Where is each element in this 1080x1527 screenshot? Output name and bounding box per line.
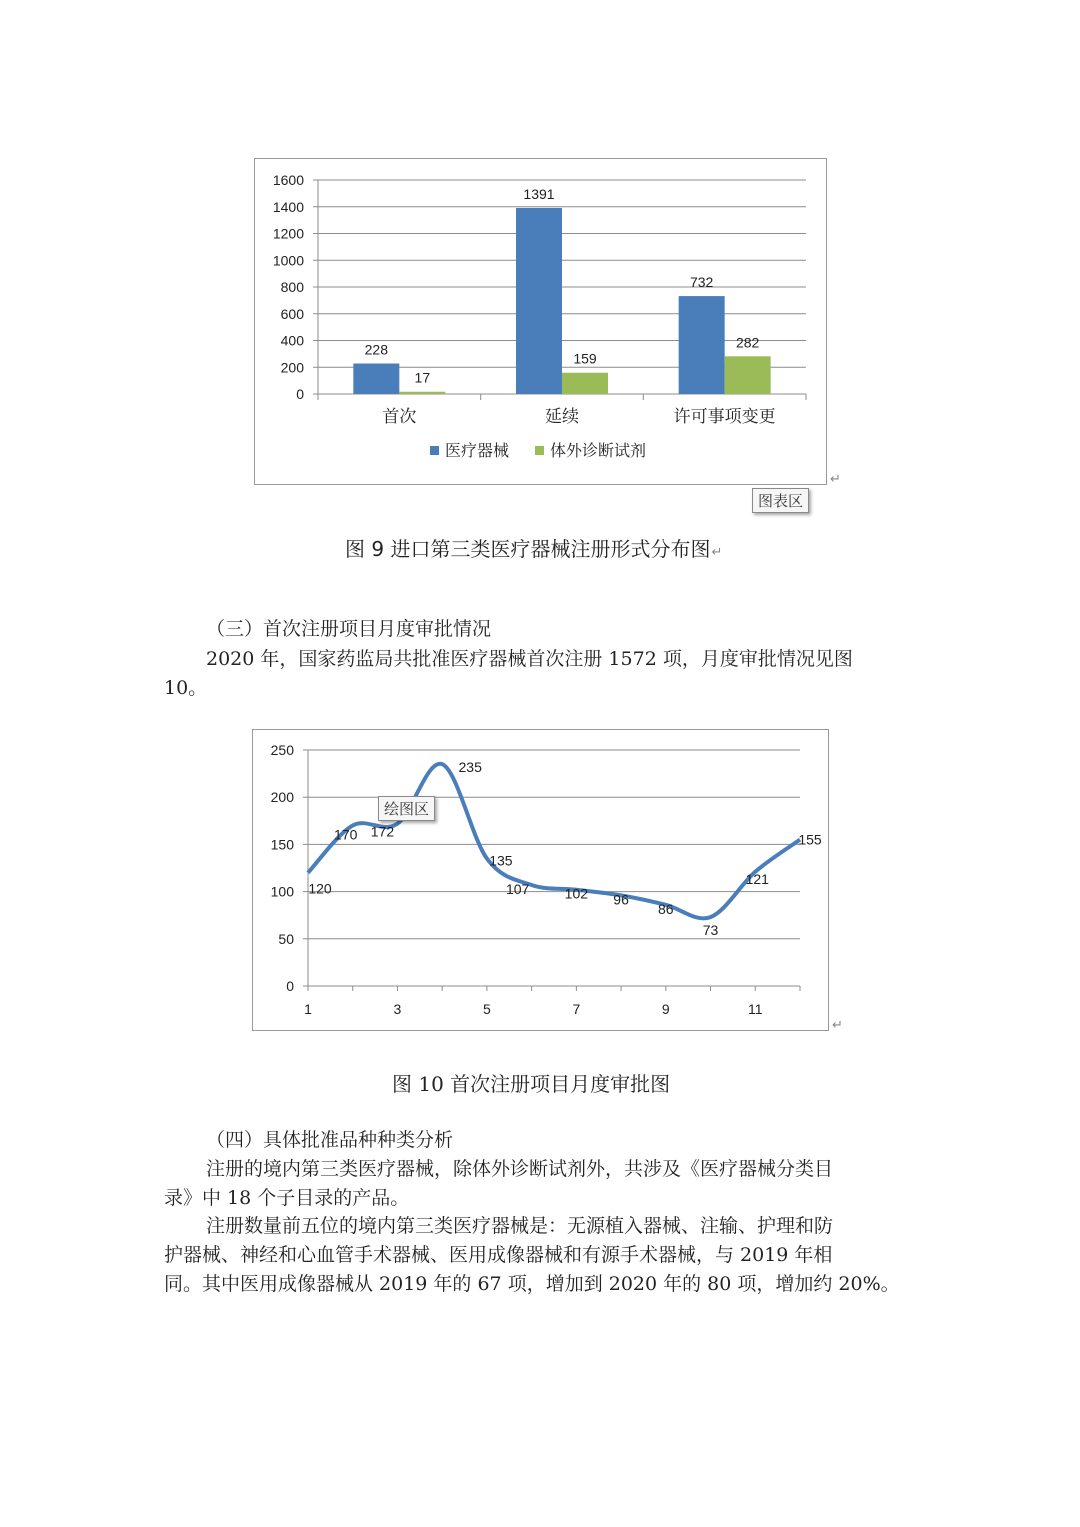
- figure10-caption: 图 10 首次注册项目月度审批图: [392, 1072, 671, 1096]
- y-tick-label: 600: [280, 305, 304, 322]
- y-tick-label: 50: [278, 930, 294, 947]
- section3-line2: 10。: [164, 677, 208, 699]
- data-label: 120: [308, 880, 332, 897]
- y-tick-label: 1600: [272, 172, 304, 188]
- figure9-svg: [255, 159, 828, 486]
- legend-swatch: [430, 446, 439, 455]
- y-tick-label: 1000: [272, 252, 304, 269]
- legend-label: 医疗器械: [445, 443, 510, 460]
- x-category-label: 延续: [545, 407, 579, 426]
- data-label: 228: [364, 341, 389, 358]
- y-tick-label: 250: [270, 742, 294, 758]
- x-category-label: 许可事项变更: [673, 407, 776, 426]
- y-tick-label: 0: [286, 978, 294, 994]
- data-label: 73: [702, 922, 719, 939]
- bar: [562, 373, 608, 394]
- data-label: 1391: [523, 185, 555, 202]
- bar: [516, 208, 562, 394]
- section4-p1-line2: 录》中 18 个子目录的产品。: [164, 1187, 410, 1209]
- y-tick-label: 200: [270, 789, 294, 806]
- data-label: 170: [334, 826, 358, 843]
- x-tick-label: 3: [393, 1001, 402, 1017]
- section4-p2-line2: 护器械、神经和心血管手术器械、医用成像器械和有源手术器械，与 2019 年相: [164, 1244, 833, 1266]
- y-tick-label: 800: [280, 279, 304, 295]
- data-label: 282: [735, 334, 760, 351]
- figure9-caption-text: 图 9 进口第三类医疗器械注册形式分布图: [345, 537, 711, 561]
- data-label: 172: [370, 823, 395, 840]
- x-tick-label: 9: [661, 1001, 670, 1017]
- data-label: 235: [458, 759, 482, 776]
- y-tick-label: 1200: [272, 225, 304, 242]
- series-line: [308, 764, 800, 919]
- section3-line1: 2020 年，国家药监局共批准医疗器械首次注册 1572 项，月度审批情况见图: [206, 648, 853, 670]
- data-label: 107: [505, 880, 530, 897]
- chart-area-tooltip: 图表区: [752, 488, 809, 513]
- section3-heading: （三）首次注册项目月度审批情况: [206, 618, 492, 640]
- data-label: 17: [414, 369, 431, 386]
- bar: [399, 392, 445, 394]
- paragraph-mark: ↵: [830, 472, 841, 487]
- legend-label: 体外诊断试剂: [550, 443, 647, 460]
- data-label: 102: [564, 885, 589, 902]
- data-label: 121: [745, 870, 769, 887]
- x-tick-label: 11: [747, 1001, 763, 1017]
- data-label: 135: [489, 852, 513, 869]
- y-tick-label: 100: [270, 883, 294, 900]
- data-label: 159: [573, 350, 597, 367]
- figure9-caption: 图 9 进口第三类医疗器械注册形式分布图↵: [345, 537, 723, 561]
- section4-p1-line1: 注册的境内第三类医疗器械，除体外诊断试剂外，共涉及《医疗器械分类目: [206, 1158, 834, 1180]
- bar: [725, 356, 771, 394]
- y-tick-label: 200: [280, 359, 304, 376]
- figure9-chart-area: [254, 158, 827, 485]
- figure10-chart-area: [252, 729, 829, 1031]
- x-tick-label: 7: [572, 1001, 581, 1017]
- data-label: 96: [613, 891, 629, 908]
- x-tick-label: 1: [304, 1001, 312, 1017]
- data-label: 155: [798, 831, 822, 848]
- data-label: 86: [658, 900, 674, 917]
- plot-area-tooltip: 绘图区: [378, 796, 435, 821]
- y-tick-label: 150: [270, 836, 294, 853]
- data-label: 732: [689, 274, 714, 291]
- bar: [679, 296, 725, 394]
- bar: [353, 364, 399, 394]
- section4-heading: （四）具体批准品种种类分析: [206, 1129, 454, 1151]
- y-tick-label: 1400: [272, 198, 304, 215]
- y-tick-label: 400: [280, 332, 304, 349]
- paragraph-mark: ↵: [832, 1018, 843, 1033]
- section4-p2-line3: 同。其中医用成像器械从 2019 年的 67 项，增加到 2020 年的 80 项，增加约 20%。: [164, 1273, 900, 1295]
- x-category-label: 首次: [382, 407, 417, 426]
- y-tick-label: 0: [296, 386, 304, 402]
- section4-p2-line1: 注册数量前五位的境内第三类医疗器械是：无源植入器械、注输、护理和防: [206, 1215, 834, 1237]
- x-tick-label: 5: [483, 1001, 491, 1017]
- legend-swatch: [535, 446, 544, 455]
- figure10-svg: [253, 730, 830, 1032]
